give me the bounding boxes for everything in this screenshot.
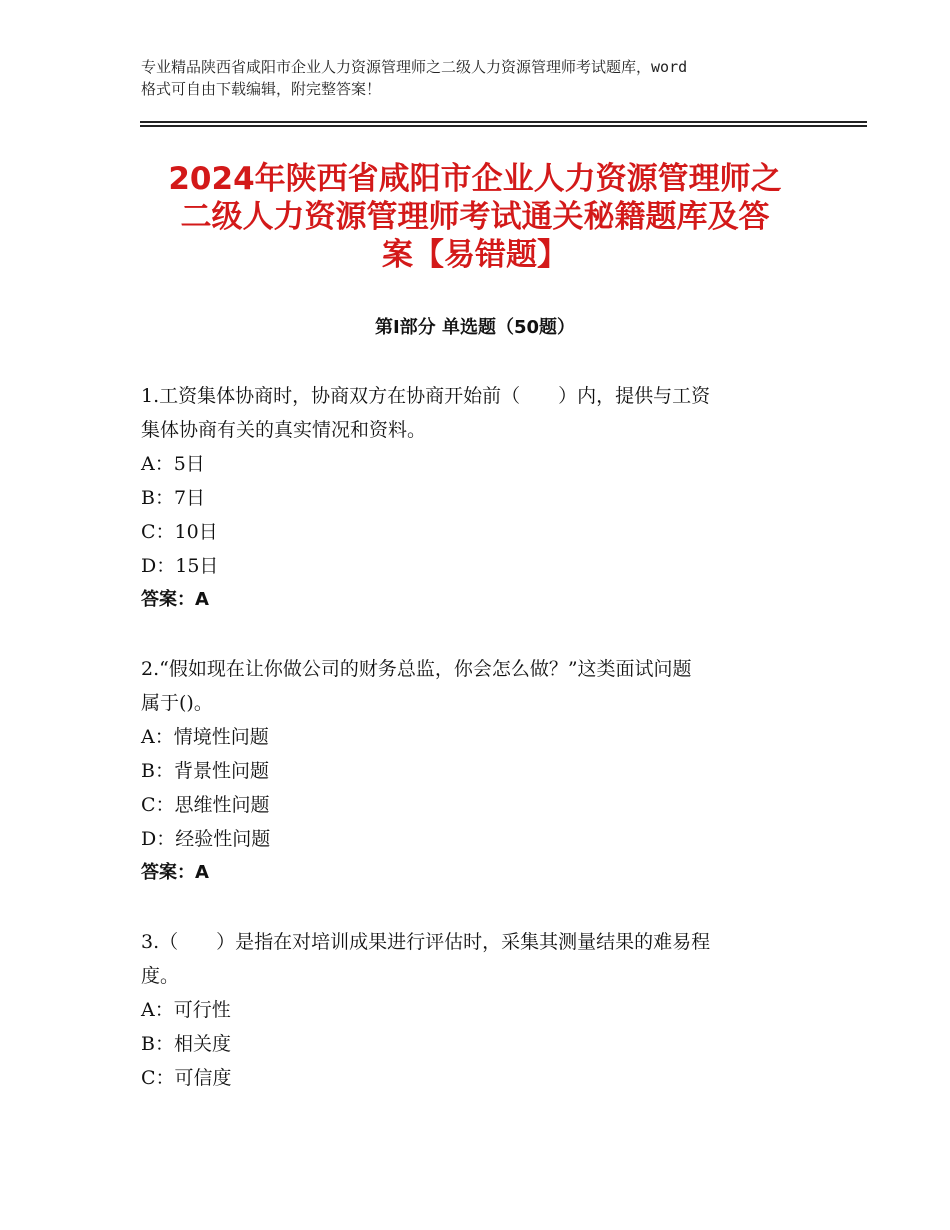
question-1 [141, 379, 821, 617]
header-divider-top [140, 121, 867, 123]
question-stem-line: 集体协商有关的真实情况和资料。 [141, 419, 427, 441]
question-stem-line: 1.工资集体协商时，协商双方在协商开始前（ ）内，提供与工资 [141, 385, 711, 407]
question-stem-line: 2.“假如现在让你做公司的财务总监，你会怎么做？”这类面试问题 [141, 658, 692, 680]
option-c: C：思维性问题 [141, 794, 270, 816]
question-stem-line: 3.（ ）是指在对培训成果进行评估时，采集其测量结果的难易程 [141, 931, 711, 953]
option-c: C：10日 [141, 521, 218, 543]
document-title-line-1: 2024年陕西省咸阳市企业人力资源管理师之 [168, 161, 782, 197]
question-stem [141, 379, 821, 447]
option-b: B：7日 [141, 487, 206, 509]
option-b: B：背景性问题 [141, 760, 269, 782]
header-note-line-1: 专业精品陕西省咸阳市企业人力资源管理师之二级人力资源管理师考试题库，word [141, 58, 688, 76]
answer-label: 答案：A [141, 862, 209, 883]
option-a: A：情境性问题 [141, 726, 269, 748]
section-heading: 第Ⅰ部分 单选题（50题） [374, 317, 575, 338]
option-c: C：可信度 [141, 1067, 232, 1089]
question-stem [141, 925, 821, 993]
question-stem [141, 652, 821, 720]
option-d: D：经验性问题 [141, 828, 271, 850]
answer-label: 答案：A [141, 589, 209, 610]
option-d: D：15日 [141, 555, 219, 577]
question-stem-line: 度。 [141, 965, 180, 987]
option-a: A：可行性 [141, 999, 231, 1021]
header-note-line-2: 格式可自由下载编辑，附完整答案！ [141, 80, 382, 98]
question-3 [141, 925, 821, 1095]
header-divider-bottom [140, 125, 867, 127]
option-b: B：相关度 [141, 1033, 231, 1055]
question-stem-line: 属于()。 [141, 692, 213, 714]
document-title-line-2: 二级人力资源管理师考试通关秘籍题库及答 [180, 199, 770, 235]
document-title-line-3: 案【易错题】 [382, 237, 568, 273]
document-title [120, 160, 830, 274]
option-a: A：5日 [141, 453, 205, 475]
question-2 [141, 652, 821, 890]
header-note [141, 56, 831, 100]
